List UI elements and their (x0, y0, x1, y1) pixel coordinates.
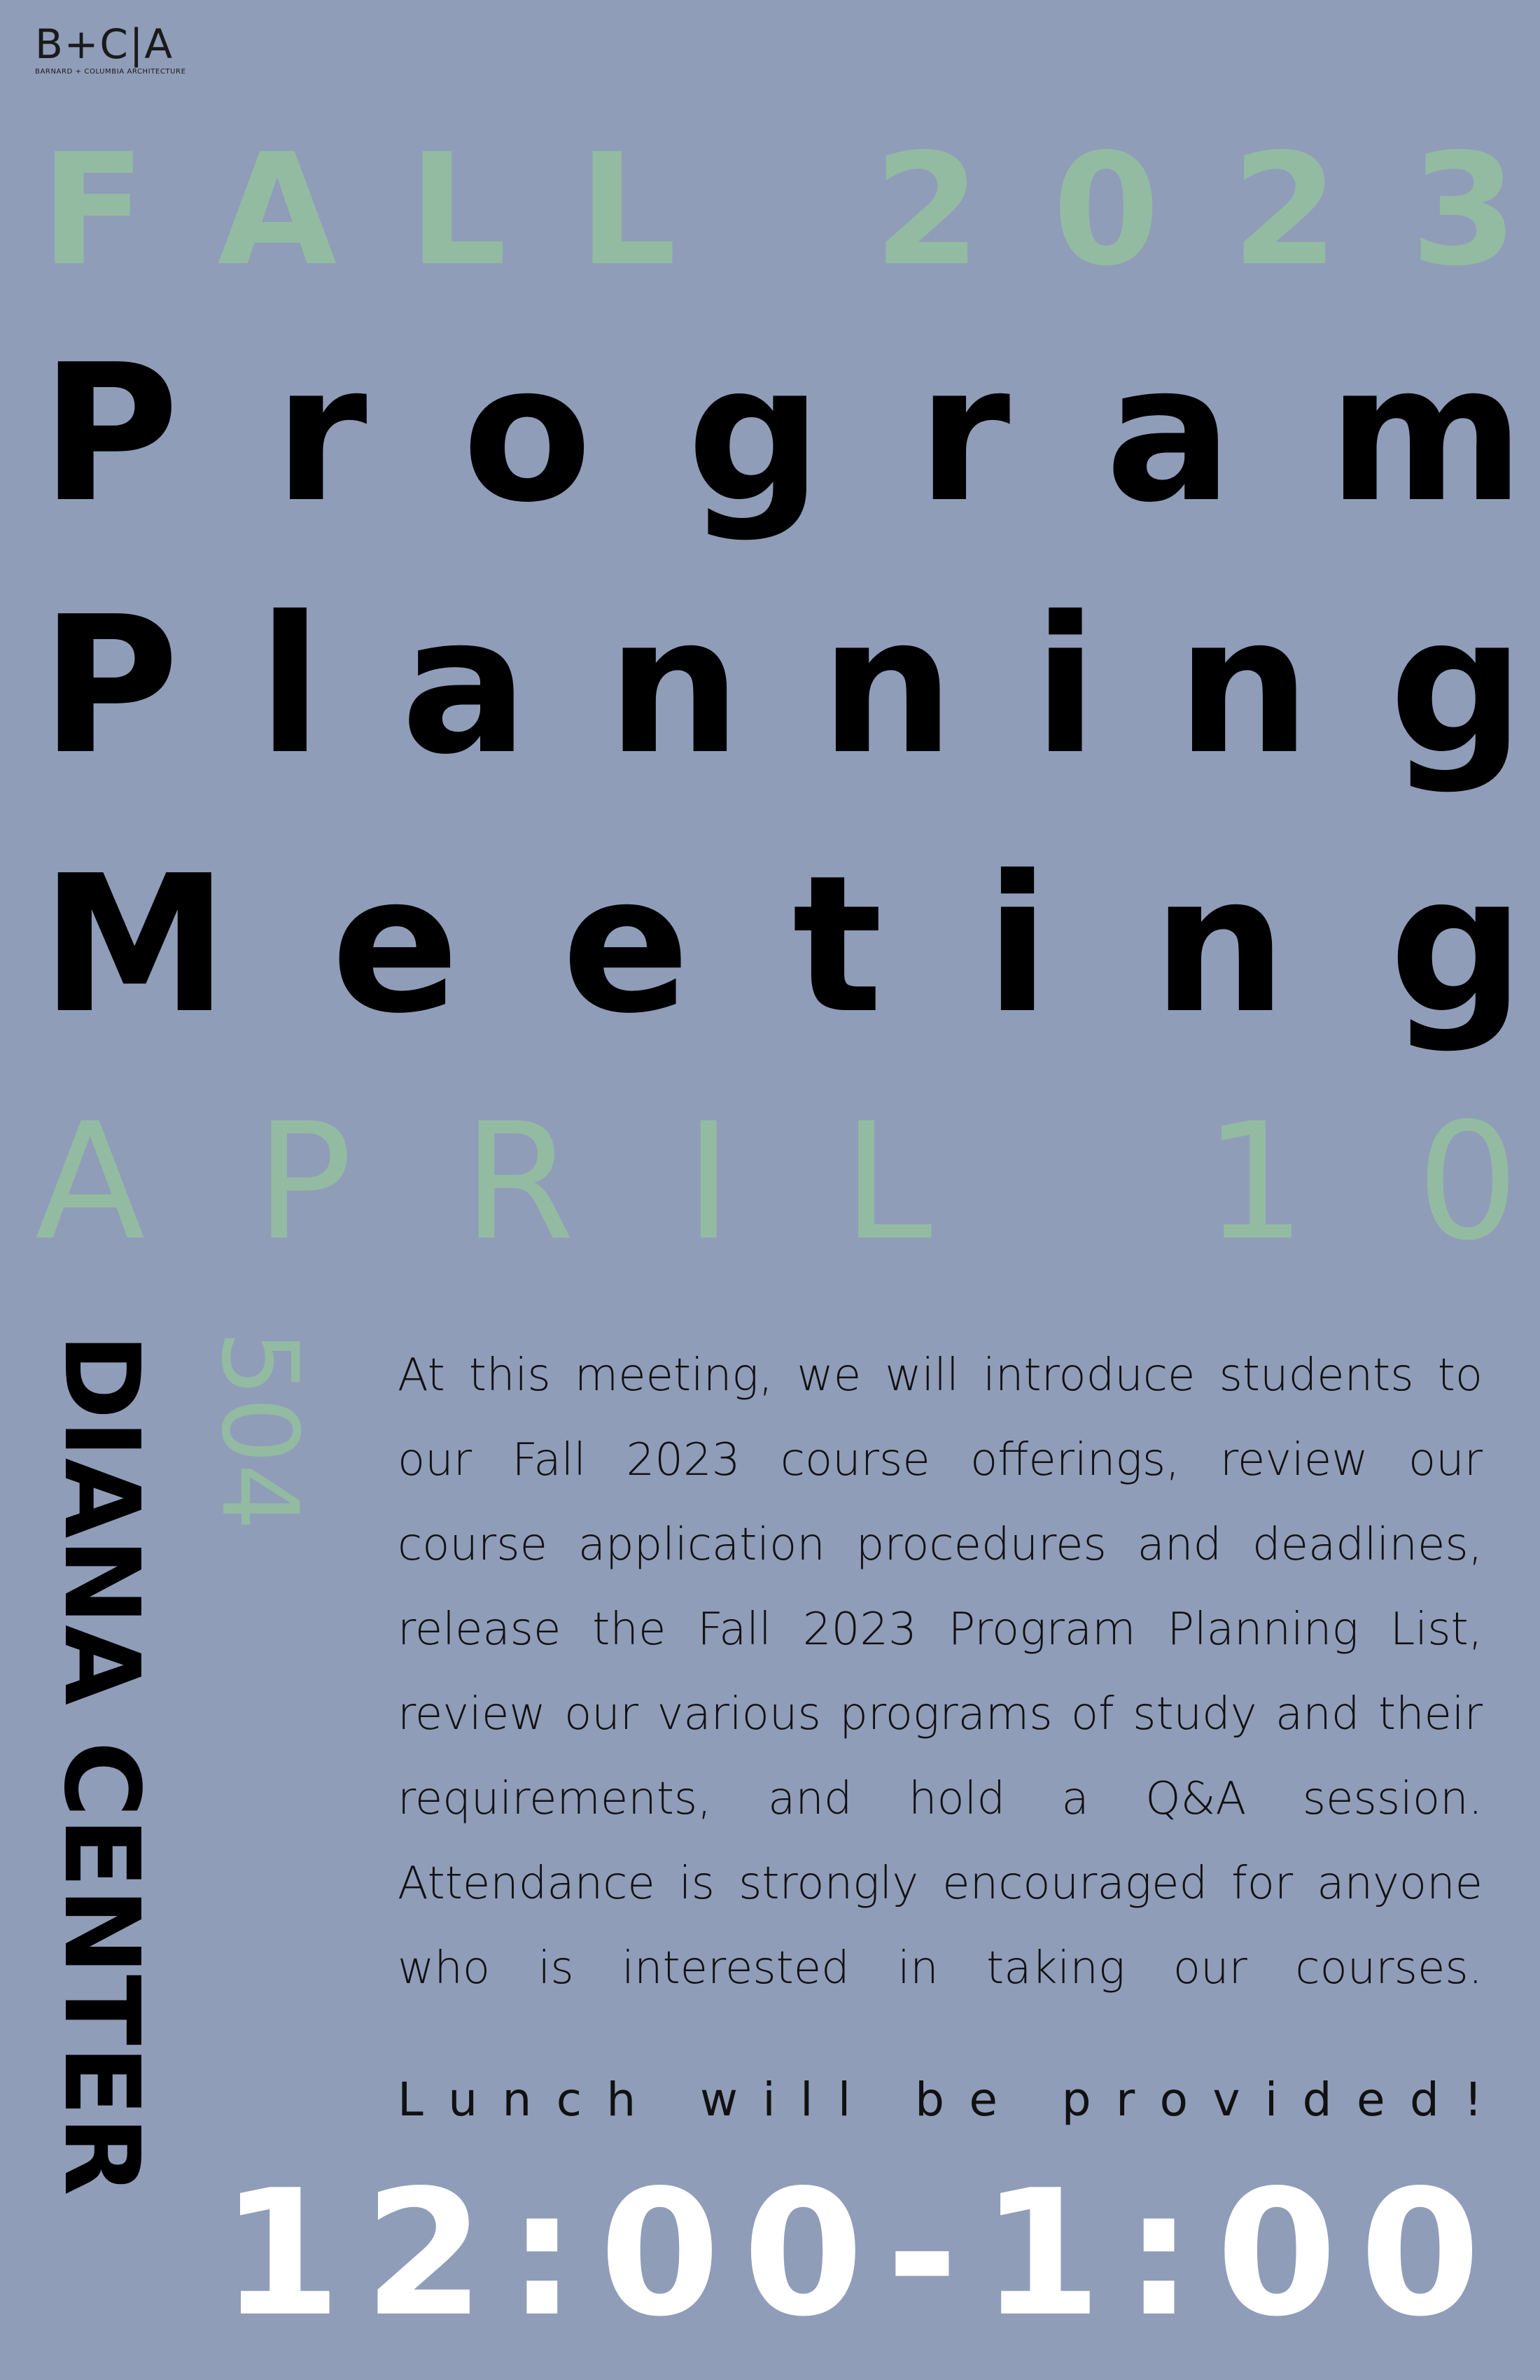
title-line-meeting: M e e t i n g (41, 834, 1525, 1055)
event-date: A P R I L 1 0 (35, 1089, 1519, 1276)
logo-tagline: BARNARD + COLUMBIA ARCHITECTURE (35, 68, 186, 76)
lunch-note: L u n c h w i l l b e p r o v i d e d ! (398, 2073, 1483, 2127)
event-description: At this meeting, we will introduce students to our Fall 2023 course offerings, review our course application procedures and deadlines, release the Fall 2023 Program Planning List, review our various programs of study and their requirements, and hold a Q&A session. Attendance is strongly encouraged for anyone who is interested in taking our courses. (398, 1350, 1483, 1994)
logo (35, 22, 245, 77)
venue-room: 504 (198, 1330, 320, 1531)
venue-building: DIANA CENTER (41, 1334, 162, 2196)
event-time: 1 2 : 0 0 - 1 : 0 0 (220, 2153, 1480, 2355)
title-line-program: P r o g r a m (41, 323, 1525, 544)
title-line-planning: P l a n n i n g (41, 575, 1525, 796)
logo-mark: B+C|A (35, 20, 174, 68)
season-heading: F A L L 2 0 2 3 (41, 120, 1518, 300)
